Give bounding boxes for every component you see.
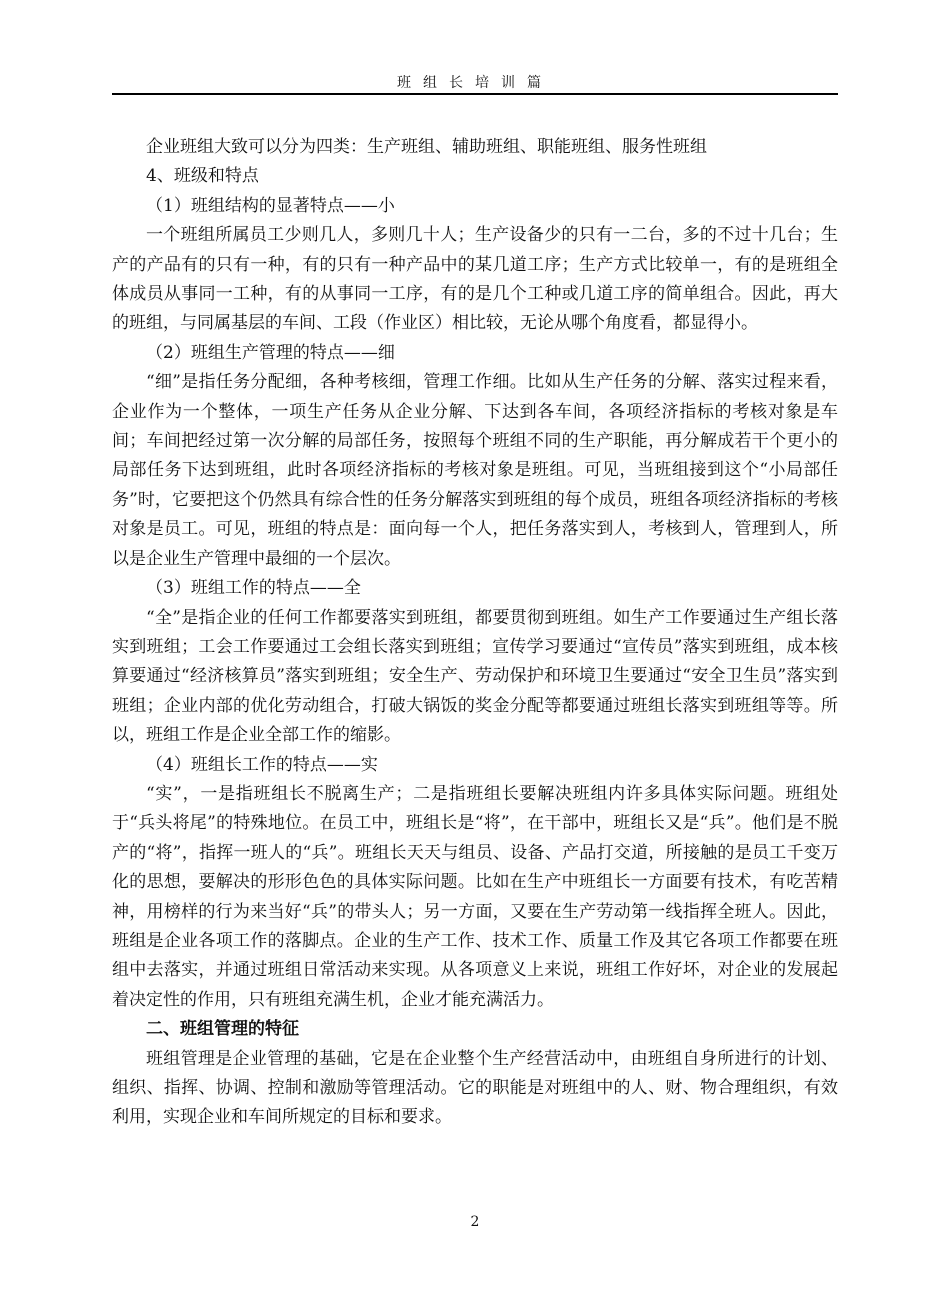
subheading-comprehensive: （3）班组工作的特点——全 [146, 578, 361, 599]
subheading-fine: （2）班组生产管理的特点——细 [146, 342, 395, 363]
subheading-small: （1）班组结构的显著特点——小 [146, 195, 395, 216]
paragraph-small: 一个班组所属员工少则几人，多则几十人；生产设备少的只有一二台，多的不过十几台；生产的产品有的只有一种，有的只有一种产品中的某几道工序；生产方式比较单一，有的是班组全体成员从事同一工种，有的从事同一工序，有的是几个工种或几道工序的简单组合。因此，再大的班组，与同属基层的车间、工段（作业区）相比较，无论从哪个角度看，都显得小。 [112, 225, 838, 334]
header-rule [112, 93, 838, 95]
paragraph-classification: 企业班组大致可以分为四类：生产班组、辅助班组、职能班组、服务性班组 [146, 137, 707, 157]
paragraph-management: 班组管理是企业管理的基础，它是在企业整个生产经营活动中，由班组自身所进行的计划、组织、指挥、协调、控制和激励等管理活动。它的职能是对班组中的人、财、物合理组织，有效利用，实现企业和车间所规定的目标和要求。 [112, 1048, 838, 1128]
running-header: 班组长培训篇 [397, 75, 553, 91]
paragraph-comprehensive: “全”是指企业的任何工作都要落实到班组，都要贯彻到班组。如生产工作要通过生产组长落实到班组；工会工作要通过工会组长落实到班组；宣传学习要通过“宣传员”落实到班组，成本核算要通过“经济核算员”落实到班组；安全生产、劳动保护和环境卫生要通过“安全卫生员”落实到班组；企业内部的优化劳动组合，打破大锅饭的奖金分配等都要通过班组长落实到班组等等。所以，班组工作是企业全部工作的缩影。 [112, 607, 838, 746]
paragraph-fine: “细”是指任务分配细，各种考核细，管理工作细。比如从生产任务的分解、落实过程来看，企业作为一个整体，一项生产任务从企业分解、下达到各车间，各项经济指标的考核对象是车间；车间把经过第一次分解的局部任务，按照每个班组不同的生产职能，再分解成若干个更小的局部任务下达到班组，此时各项经济指标的考核对象是班组。可见，当班组接到这个“小局部任务”时，它要把这个仍然具有综合性的任务分解落实到班组的每个成员，班组各项经济指标的考核对象是员工。可见，班组的特点是：面向每一个人，把任务落实到人，考核到人，管理到人，所以是企业生产管理中最细的一个层次。 [112, 372, 838, 569]
subheading-practical: （4）班组长工作的特点——实 [146, 754, 378, 775]
document-body [112, 133, 838, 1133]
paragraph-practical: “实”，一是指班组长不脱离生产；二是指班组长要解决班组内许多具体实际问题。班组处于“兵头将尾”的特殊地位。在员工中，班组长是“将”，在干部中，班组长又是“兵”。他们是不脱产的“将”，指挥一班人的“兵”。班组长天天与组员、设备、产品打交道，所接触的是员工千变万化的思想，要解决的形形色色的具体实际问题。比如在生产中班组长一方面要有技术，有吃苦精神，用榜样的行为来当好“兵”的带头人；另一方面，又要在生产劳动第一线指挥全班人。因此，班组是企业各项工作的落脚点。企业的生产工作、技术工作、质量工作及其它各项工作都要在班组中去落实，并通过班组日常活动来实现。从各项意义上来说，班组工作好坏，对企业的发展起着决定性的作用，只有班组充满生机，企业才能充满活力。 [112, 783, 838, 1010]
heading-class-features: 4、班级和特点 [146, 166, 259, 187]
page-number: 2 [470, 1214, 480, 1230]
section-heading-management: 二、班组管理的特征 [146, 1019, 299, 1040]
